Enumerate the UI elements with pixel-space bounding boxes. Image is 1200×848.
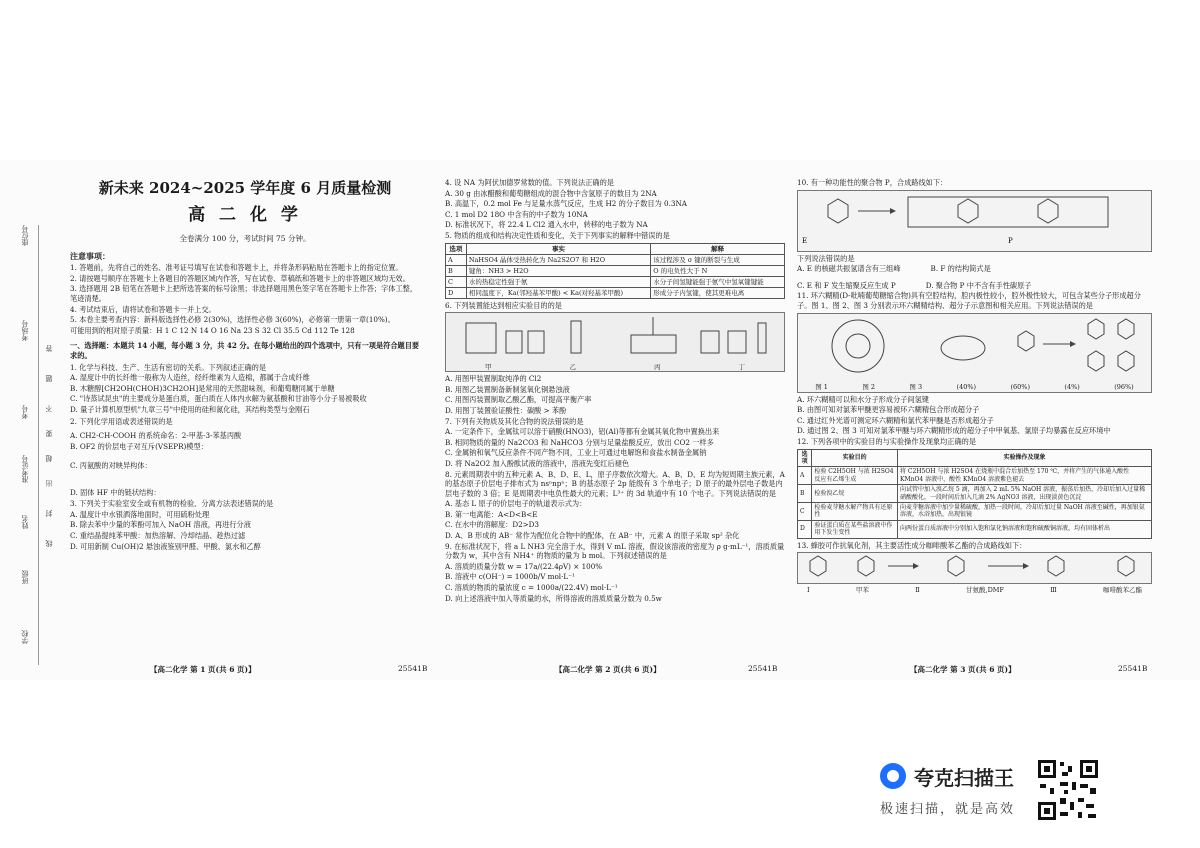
table-cell: 向麦芽糖溶液中加少量稀硫酸，加热一段时间，冷却后加过量 NaOH 溶液至碱性，再加银氨溶液，水浴加热，出现银镜 (897, 502, 1151, 520)
question-stem: 1. 化学与科技、生产、生活有密切的关系。下列叙述正确的是 (70, 362, 267, 372)
table-cell: D (446, 287, 467, 298)
binding-line (38, 225, 39, 665)
table-cell: 验证蛋白质在某些盐溶液中作用下发生变性 (812, 520, 898, 538)
reagent-label: 甘氨酸,DMF (966, 586, 1004, 595)
cyclodextrin-figure (797, 313, 1152, 393)
question-stem: 5. 物质的组成和结构决定性质和变化，关于下列事实的解释中错误的是 (445, 230, 670, 240)
page-3-column (797, 178, 1152, 596)
svg-text:P: P (1008, 236, 1013, 245)
page-footer (910, 664, 1016, 675)
question-option: C. 1 mol D2 18O 中含有的中子数为 10NA (445, 209, 588, 219)
question-stem: 11. 环六糊精(D-吡喃葡萄糖缩合物)具有空腔结构，腔内极性较小，腔外极性较大，可包含某些分子形成超分子。图 1、图 2、图 3 分别表示环六糊精结构、超分子示意图和相关应用。下列说法错误的是 (797, 291, 1141, 310)
question-stem: 6. 下列装置能达到相应实验目的的是 (445, 300, 562, 310)
question-option: C. 通过红外光谱可测定环六糊精和氯代苯甲醚是否形成超分子 (797, 415, 994, 425)
table-row (446, 254, 785, 265)
question-stem: 7. 下列有关物质及其化合物的说法错误的是 (445, 416, 584, 426)
table-cell: 检验溴乙烷 (812, 485, 898, 503)
question-option: C. 金属钠和氧气反应条件不同产物不同，工业上可通过电解饱和食盐水制备金属钠 (445, 448, 707, 458)
question-stem: 4. 设 NA 为阿伏加德罗常数的值。下列说法正确的是 (445, 178, 614, 187)
caffeate-scheme (798, 553, 1151, 581)
page-code: 25541B (748, 664, 778, 673)
question-option: C. 在水中的溶解度：D2>D3 (445, 520, 540, 530)
table-cell: 检验麦芽糖水解产物具有还原性 (812, 502, 898, 520)
caffeate-synthesis-figure (797, 552, 1152, 584)
margin-label-admit: 准考证号 (21, 455, 29, 483)
table-header: 实验目的 (812, 449, 898, 467)
compound-label: Ⅲ (1050, 586, 1057, 595)
table-cell: 相同温度下，Ka(邻羟基苯甲酸) < Ka(对羟基苯甲酸) (466, 287, 650, 298)
margin-warning-char: 答 (45, 345, 53, 352)
compound-label: 咖啡酸苯乙酯 (1102, 586, 1142, 595)
table-cell: B (446, 265, 467, 276)
margin-label-seat: 座位号 (21, 225, 29, 246)
margin-label-id: 考号 (21, 405, 29, 419)
question-option: A. 溶质的质量分数 w = 17a/(22.4ρV) × 100% (445, 561, 603, 571)
yield-label: (60%) (1010, 383, 1030, 392)
section-heading: 一、选择题：本题共 14 小题，每小题 3 分，共 42 分。在每小题给出的四个选项中，只有一项是符合题目要求的。 (70, 341, 420, 360)
figure-label: 乙 (569, 362, 576, 371)
question-option: D. 向上述溶液中加入等质量的水，所得溶液的溶质质量分数为 0.5w (445, 593, 662, 603)
margin-warning-char: 要 (45, 430, 53, 437)
table-cell: 向试管中加入溴乙烷 5 滴，再加入 2 mL 5% NaOH 溶液，振荡后加热，冷却后加入过量稀硝酸酸化，一段时间后加入几滴 2% AgNO3 溶液，出现淡黄色沉淀 (897, 485, 1151, 503)
binding-margin (8, 225, 63, 665)
question-option: B. 第一电离能：A<D<B<E (445, 509, 538, 519)
footer-text: 【高二化学 第 3 页(共 6 页)】 (910, 665, 1016, 674)
margin-label-name: 姓名 (21, 515, 29, 529)
question-stem: 13. 蜂胶可作抗氧化剂，其主要活性成分咖啡酸苯乙酯的合成路线如下： (797, 540, 1027, 550)
compound-label: Ⅰ (807, 586, 810, 595)
table-cell: 向两份蛋白质溶液中分别加入饱和氯化钠溶液和饱和硫酸铜溶液，均有固体析出 (897, 520, 1151, 538)
table-cell: 检验 C2H5OH 与浓 H2SO4 反应有乙烯生成 (812, 467, 898, 485)
question-option: B. 相同物质的量的 Na2CO3 和 NaHCO3 分别与足量盐酸反应，放出 CO2 一样多 (445, 437, 714, 447)
question-option: A. 环六糊精可以和水分子形成分子间氢键 (797, 394, 929, 404)
margin-label-class: 班级 (21, 570, 29, 584)
margin-label-room: 考场号 (21, 320, 29, 341)
question-stem: 3. 下列关于实验室安全或有机物的检验、分离方法表述错误的是 (70, 499, 274, 509)
note-item: 4. 考试结束后，请将试卷和答题卡一并上交。 (70, 304, 216, 314)
question-option: B. 木糖醇[CH2OH(CHOH)3CH2OH]是常用的天然甜味剂，和葡萄糖同属于单糖 (70, 383, 335, 393)
question-stem: 12. 下列各项中的实验目的与实验操作及现象均正确的是 (797, 436, 977, 446)
question-option: D. 通过图 2、图 3 可知对氯苯甲醚与环六糊精形成的超分子中甲氧基、氯原子均暴露在反应环境中 (797, 426, 1111, 436)
qr-code-icon (1036, 758, 1100, 822)
question-option: D. 标准状况下，将 22.4 L Cl2 通入水中，转移的电子数为 NA (445, 220, 648, 230)
table-cell: C (798, 502, 812, 520)
question-option: A. 湿度计中的长纤维一般称为人造丝，经纤维素为人造棉，都属于合成纤维 (70, 373, 310, 383)
question-option: D. 用图丁装置验证酸性：碳酸 > 苯酚 (445, 405, 567, 415)
margin-warning-char: 线 (45, 540, 53, 547)
margin-warning-char: 超 (45, 455, 53, 462)
brand-slogan: 极速扫描，就是高效 (880, 802, 1016, 817)
table-row (446, 265, 785, 276)
question-option: B. OF2 的价层电子对互斥(VSEPR)模型： (70, 441, 208, 451)
table-header: 事实 (466, 243, 650, 254)
table-row (798, 485, 1152, 503)
page-footer (150, 664, 256, 675)
question-option: A. 一定条件下，金属钛可以溶于硝酸(HNO3)，铝(Al)等都有金属其氧化物中置换出来 (445, 427, 720, 437)
table-cell: 将 C2H5OH 与浓 H2SO4 在烧瓶中混合后加热至 170 ℃，并将产生的气体通入酸性 KMnO4 溶液中，酸性 KMnO4 溶液紫色褪去 (897, 467, 1151, 485)
table-cell: B (798, 485, 812, 503)
figure-labels (798, 382, 1151, 393)
figure-label: 图 1 (815, 383, 828, 392)
question-stem: 10. 有一种功能性的聚合物 P，合成路线如下： (797, 178, 948, 187)
margin-label-school: 学校 (21, 630, 29, 644)
question-option: C. 溶质的物质的量浓度 c = 1000a/(22.4V) mol·L⁻¹ (445, 583, 618, 593)
table-cell: 水分子间氢键能强于氨气中氢氧键键能 (651, 276, 785, 287)
question-stem: 8. 元素周期表中的五种元素 A、B、D、E、L，原子序数依次增大。A、B、D、E 均为短周期主族元素，A 的基态原子价层电子排布式为 nsⁿnpⁿ；B 的基态原子 2p 能级有 3 个单电子；D 原子的最外层电子数是内层电子数的 3 倍；E 是周期表中电负性最大的元素；L³⁺ 的 3d 轨道中有 10 个电子。下列说法错误的是 (445, 469, 785, 498)
table-header: 实验操作及现象 (897, 449, 1151, 467)
table-cell: C (446, 276, 467, 287)
table-row (798, 502, 1152, 520)
q5-table (445, 243, 785, 299)
margin-warning-char: 封 (45, 510, 53, 517)
question-option: A. 温度计中水银洒落地面时，可用硫粉处理 (70, 509, 210, 519)
question-option: A. 基态 L 原子的价层电子的轨道表示式为： (445, 499, 587, 509)
question-option: C. "诗蒸试昆虫"的主要成分是蛋白质，蛋白质在人体内水解为氨基酸和甘油等小分子易被吸收 (70, 394, 367, 404)
reagent-label: 甲苯 (855, 586, 869, 595)
question-option: D. 将 Na2O2 加入酚酞试液的溶液中，溶液先变红后褪色 (445, 458, 630, 468)
question-option: B. 高温下，0.2 mol Fe 与足量水蒸气反应，生成 H2 的分子数目为 0.3NA (445, 199, 687, 209)
table-header: 解释 (651, 243, 785, 254)
apparatus-drawing (446, 313, 784, 359)
apparatus-figure (445, 312, 785, 372)
yield-label: (40%) (956, 383, 977, 392)
question-option: D. 可用新制 Cu(OH)2 悬浊液鉴别甲醛、甲酸、氯水和乙醇 (70, 541, 261, 551)
q12-table (797, 449, 1152, 539)
footer-text: 【高二化学 第 2 页(共 6 页)】 (555, 665, 661, 674)
page-code: 25541B (398, 664, 428, 673)
footer-text: 【高二化学 第 1 页(共 6 页)】 (150, 665, 256, 674)
table-row (446, 276, 785, 287)
question-option: C. E 和 F 发生缩聚反应生成 P (797, 280, 896, 290)
table-row (446, 287, 785, 298)
table-cell: NaHSO4 晶体受热转化为 Na2S2O7 和 H2O (466, 254, 650, 265)
exam-subject: 高 二 化 学 (188, 205, 302, 225)
question-option: B. 用图乙装置制备新制氢氧化铜悬浊液 (445, 384, 570, 394)
note-item: 2. 请按题号顺序在答题卡上各题目的答题区域内作答，写在试卷、草稿纸和答题卡上的非答题区域均无效。 (70, 273, 410, 283)
question-option: B. 除去苯中少量的苯酚可加入 NaOH 溶液，再进行分液 (70, 520, 251, 530)
brand-name: 夸克扫描王 (914, 766, 1014, 790)
table-cell: 形成分子内氢键，使其更难电离 (651, 287, 785, 298)
question-stem: 下列说法错误的是 (797, 253, 855, 263)
question-option: D. 固体 HF 中的链状结构： (70, 487, 161, 497)
scanner-watermark (880, 760, 1040, 830)
page-code: 25541B (1118, 664, 1148, 673)
question-option: D. 量子计算机原型机"九章三号"中使用的硅和氮化硅，其结构类型与金刚石 (70, 404, 310, 414)
notes-heading: 注意事项： (70, 250, 110, 261)
table-cell: 水的热稳定性强于氨 (466, 276, 650, 287)
question-option: C. 重结晶提纯苯甲酸：加热溶解、冷却结晶、趁热过滤 (70, 531, 246, 541)
yield-label: (96%) (1114, 383, 1134, 392)
exam-meta: 全卷满分 100 分，考试时间 75 分钟。 (179, 234, 311, 243)
figure-label: 甲 (485, 362, 492, 371)
question-stem: 9. 在标准状况下，将 a L NH3 完全溶于水，得到 V mL 溶液，假设该溶液的密度为 ρ g·mL⁻¹，溶质质量分数为 w，其中含有 NH4⁺ 的物质的量为 b mol。下列叙述错误的是 (445, 541, 785, 561)
page-1-column (70, 178, 420, 552)
scheme-labels (797, 586, 1152, 596)
figure-labels (446, 362, 784, 373)
question-option: A. E 的核磁共振氢谱含有三组峰 (797, 264, 901, 274)
question-stem: 2. 下列化学用语或表述错误的是 (70, 416, 173, 426)
quark-logo-icon (880, 763, 906, 789)
figure-label: 丁 (738, 362, 745, 371)
question-option: C. 丙氨酸的对映异构体： (70, 460, 152, 470)
margin-warning-char: 题 (45, 375, 53, 382)
figure-label: 图 2 (862, 383, 876, 392)
exam-title: 新未来 2024~2025 学年度 6 月质量检测 (98, 179, 392, 197)
polymer-synthesis-figure (797, 190, 1152, 252)
page-2-column (445, 178, 785, 604)
question-option: B. F 的结构简式是 (930, 264, 991, 274)
table-cell: A (798, 467, 812, 485)
atomic-masses: 可能用到的相对原子质量：H 1 C 12 N 14 O 16 Na 23 S 32 Cl 35.5 Cd 112 Te 128 (70, 325, 355, 335)
note-item: 5. 本卷主要考查内容：新科版选择性必修 2(30%)，选择性必修 3(60%)，必修第一册第一章(10%)。 (70, 315, 395, 325)
note-item: 1. 答题前，先将自己的姓名、准考证号填写在试卷和答题卡上，并将条形码粘贴在答题卡上的指定位置。 (70, 263, 403, 273)
table-header: 选项 (446, 243, 467, 254)
question-option: C. 用图丙装置制取乙酸乙酯，可提高平衡产率 (445, 395, 592, 405)
figure-label: 图 3 (909, 383, 923, 392)
question-option: D. A、B 形成的 AB⁻ 常作为配位化合物中的配体，在 AB⁻ 中，元素 A 的原子采取 sp² 杂化 (445, 531, 740, 541)
figure-label: 丙 (654, 362, 661, 371)
table-cell: O 的电负性大于 N (651, 265, 785, 276)
cyclodextrin-drawing (798, 314, 1151, 380)
table-cell: 该过程涉及 σ 键的断裂与生成 (651, 254, 785, 265)
yield-label: (4%) (1064, 383, 1080, 392)
table-header: 选项 (798, 449, 812, 467)
table-row (798, 467, 1152, 485)
question-option: A. CH2-CH-COOH 的系统命名：2-甲基-3-苯基丙酸 (70, 431, 242, 441)
table-row (798, 520, 1152, 538)
table-cell: A (446, 254, 467, 265)
question-option: A. 30 g 由冰醋酸和葡萄糖组成的混合物中含氢原子的数目为 2NA (445, 188, 657, 198)
compound-label: Ⅱ (915, 586, 920, 595)
note-item: 3. 选择题用 2B 铅笔在答题卡上把所选答案的标号涂黑；非选择题用黑色签字笔在答题卡上作答；字体工整，笔迹清楚。 (70, 284, 418, 303)
page-footer (555, 664, 661, 675)
question-option: A. 用图甲装置制取纯净的 Cl2 (445, 374, 542, 384)
table-cell: D (798, 520, 812, 538)
table-cell: 键角：NH3 > H2O (466, 265, 650, 276)
reaction-scheme (798, 191, 1151, 249)
margin-warning-char: 出 (45, 480, 53, 487)
question-option: B. 由图可知对氯苯甲醚更容易被环六糊精包合形成超分子 (797, 405, 980, 415)
margin-warning-char: 不 (45, 405, 53, 412)
question-option: D. 聚合物 P 中不含有手性碳原子 (925, 280, 1032, 290)
question-option: B. 溶液中 c(OH⁻) = 1000b/V mol·L⁻¹ (445, 572, 575, 582)
svg-text:E: E (802, 236, 808, 245)
